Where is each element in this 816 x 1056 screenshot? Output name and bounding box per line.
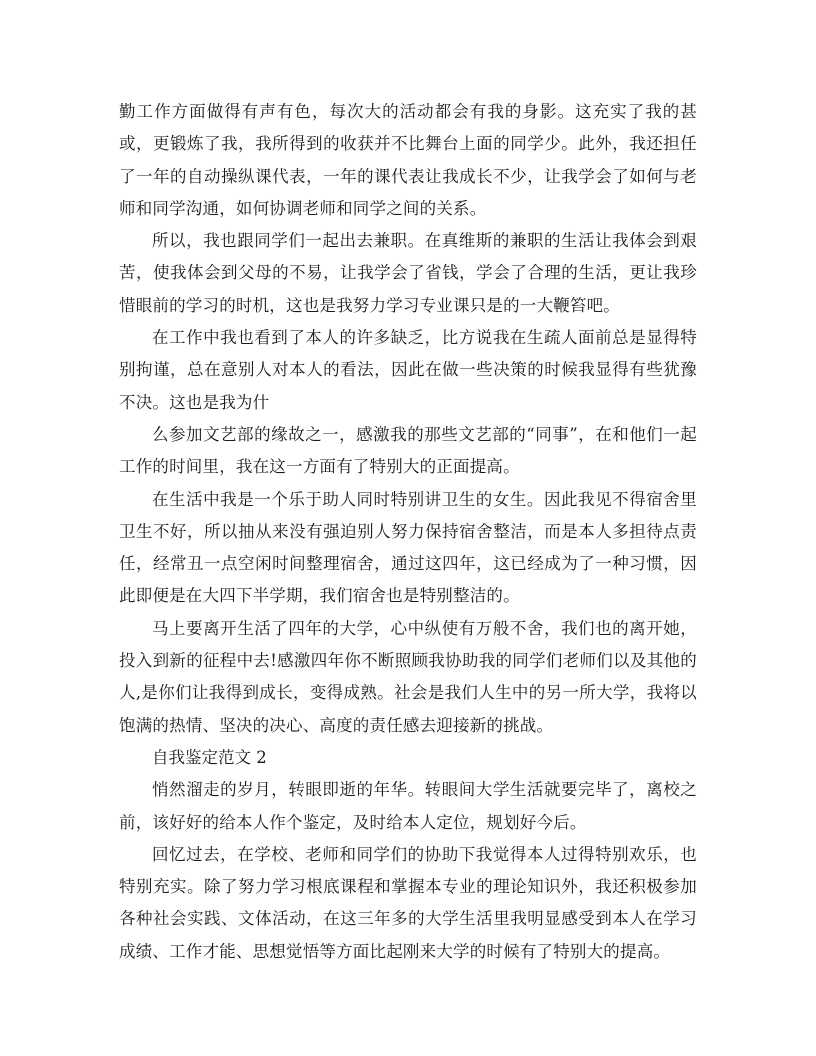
- paragraph-4: 么参加文艺部的缘故之一，感激我的那些文艺部的“同事”，在和他们一起工作的时间里，我在这一方面有了特别大的正面提高。: [119, 424, 697, 477]
- paragraph-8: 回忆过去，在学校、老师和同学们的协助下我觉得本人过得特别欢乐，也特别充实。除了努力学习根底课程和掌握本专业的理论知识外，我还积极参加各种社会实践、文体活动，在这三年多的大学生活里我明显感受到本人在学习成绩、工作才能、思想觉悟等方面比起刚来大学的时候有了特别大的提高。: [119, 844, 697, 961]
- paragraph-7: 悄然溜走的岁月，转眼即逝的年华。转眼间大学生活就要完毕了，离校之前，该好好的给本人作个鉴定，及时给本人定位，规划好今后。: [119, 780, 697, 832]
- section-heading: 自我鉴定范文 2: [152, 747, 267, 767]
- paragraph-5: 在生活中我是一个乐于助人同时特别讲卫生的女生。因此我见不得宿舍里卫生不好，所以抽从来没有强迫别人努力保持宿舍整洁，而是本人多担待点责任，经常丑一点空闲时间整理宿舍，通过这四年，这已经成为了一种习惯，因此即便是在大四下半学期，我们宿舍也是特别整洁的。: [119, 489, 697, 606]
- paragraph-1: 勤工作方面做得有声有色，每次大的活动都会有我的身影。这充实了我的甚或，更锻炼了我，我所得到的收获并不比舞台上面的同学少。此外，我还担任了一年的自动操纵课代表，一年的课代表让我成长不少，让我学会了如何与老师和同学沟通，如何协调老师和同学之间的关系。: [119, 102, 697, 218]
- paragraph-3: 在工作中我也看到了本人的许多缺乏，比方说我在生疏人面前总是显得特别拘谨，总在意别人对本人的看法，因此在做一些决策的时候我显得有些犹豫不决。这也是我为什: [119, 328, 697, 412]
- paragraph-6: 马上要离开生活了四年的大学，心中纵使有万般不舍，我们也的离开她，投入到新的征程中去!感激四年你不断照顾我协助我的同学们老师们以及其他的人,是你们让我得到成长，变得成熟。社会是我们人生中的另一所大学，我将以饱满的热情、坚决的决心、高度的责任感去迎接新的挑战。: [119, 618, 697, 735]
- document-page: [119, 96, 697, 968]
- paragraph-2: 所以，我也跟同学们一起出去兼职。在真维斯的兼职的生活让我体会到艰苦，使我体会到父母的不易，让我学会了省钱，学会了合理的生活，更让我珍惜眼前的学习的时机，这也是我努力学习专业课只是的一大鞭笞吧。: [119, 231, 697, 315]
